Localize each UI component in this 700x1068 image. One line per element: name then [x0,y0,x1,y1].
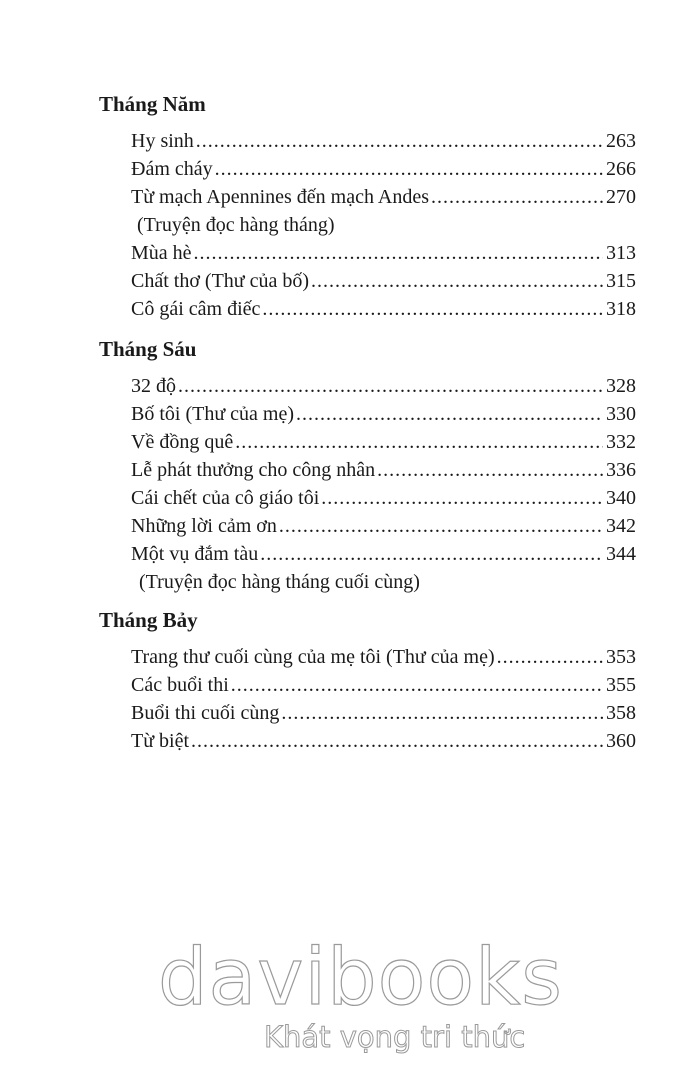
entry-label: Từ biệt [131,730,190,752]
entry-page-number: 353 [606,646,636,668]
section-spacer [99,323,636,335]
toc-entry [131,400,636,428]
entry-label: Các buổi thi [131,674,229,696]
dot-leader [321,484,603,512]
entry-page-number: 358 [606,702,636,724]
entry-label: Lễ phát thưởng cho công nhân [131,459,376,481]
section-note: (Truyện đọc hàng tháng cuối cùng) [139,571,420,593]
dot-leader [260,540,603,568]
dot-leader [431,183,603,211]
toc-entry [131,267,636,295]
entry-label: Từ mạch Apennines đến mạch Andes [131,186,429,208]
section-title: Tháng Sáu [99,337,197,361]
dot-leader [279,512,603,540]
entry-page-number: 340 [606,487,636,509]
entry-label: Bố tôi (Thư của mẹ) [131,403,295,425]
entry-page-number: 355 [606,674,636,696]
entry-page-number: 313 [606,242,636,264]
entry-page-number: 318 [606,298,636,320]
entry-page-number: 342 [606,515,636,537]
dot-leader [196,127,603,155]
toc-section-thang-sau [99,335,636,596]
section-spacer [99,596,636,606]
entry-label: Cái chết của cô giáo tôi [131,487,320,509]
toc-entry [131,456,636,484]
dot-leader [296,400,603,428]
toc-section-thang-nam [99,90,636,323]
entry-label: Một vụ đắm tàu [131,543,259,565]
watermark-brand: davibooks [158,933,563,1023]
entry-page-number: 332 [606,431,636,453]
entry-page-number: 328 [606,375,636,397]
entry-label: Về đồng quê [131,431,234,453]
entry-page-number: 263 [606,130,636,152]
toc-entry [131,643,636,671]
entry-page-number: 266 [606,158,636,180]
toc-entry [131,727,636,755]
entry-page-number: 315 [606,270,636,292]
toc-entry [131,428,636,456]
entry-label: Buổi thi cuối cùng [131,702,280,724]
entry-label: Chất thơ (Thư của bố) [131,270,310,292]
section-entries [131,127,636,323]
toc-entry [131,295,636,323]
dot-leader [191,727,603,755]
dot-leader [215,155,603,183]
entry-page-number: 344 [606,543,636,565]
toc-entry [131,699,636,727]
dot-leader [377,456,603,484]
section-entries [131,372,636,596]
toc-entry [131,540,636,568]
entry-page-number: 330 [606,403,636,425]
toc-entry [131,183,636,211]
dot-leader [311,267,603,295]
dot-leader [497,643,603,671]
section-title: Tháng Bảy [99,608,198,632]
entry-label: Hy sinh [131,130,194,152]
entry-label: Những lời cảm ơn [131,515,277,537]
toc-entry [131,484,636,512]
toc-entry [131,512,636,540]
entry-label: Mùa hè [131,242,192,264]
entry-label: Trang thư cuối cùng của mẹ tôi (Thư của mẹ) [131,646,495,668]
toc-entry [131,372,636,400]
dot-leader [231,671,603,699]
entry-label: Đám cháy [131,158,213,180]
entry-page-number: 360 [606,730,636,752]
section-title: Tháng Năm [99,92,206,116]
dot-leader [194,239,603,267]
toc-entry [131,127,636,155]
dot-leader [235,428,603,456]
entry-page-number: 270 [606,186,636,208]
section-note: (Truyện đọc hàng tháng) [137,214,335,236]
entry-label: 32 độ [131,375,176,397]
section-entries [131,643,636,755]
toc-section-thang-bay [99,606,636,755]
dot-leader [178,372,603,400]
entry-page-number: 336 [606,459,636,481]
toc-entry [131,155,636,183]
publisher-watermark [158,933,563,1055]
watermark-slogan: Khát vọng tri thức [264,1020,526,1054]
dot-leader [262,295,603,323]
toc-entry [131,671,636,699]
dot-leader [281,699,603,727]
toc-entry [131,239,636,267]
table-of-contents [99,90,636,755]
entry-label: Cô gái câm điếc [131,298,261,320]
